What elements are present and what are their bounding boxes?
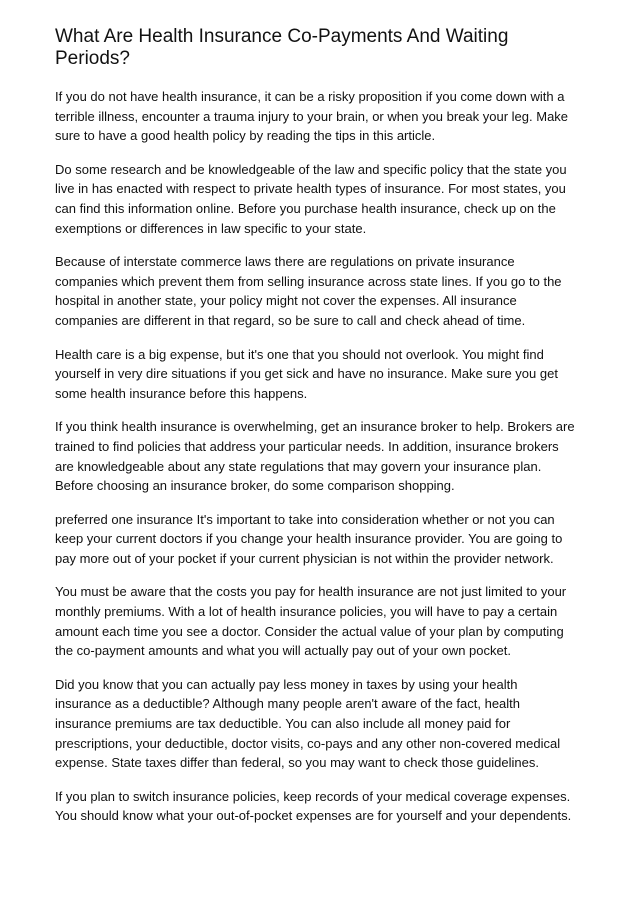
paragraph-4: Health care is a big expense, but it's one that you should not overlook. You might find yourself in very dire situations if you get sick and have no insurance. Make sure you get some health insurance before this happens.: [55, 346, 558, 401]
paragraph-6: preferred one insurance It's important to take into consideration whether or not you can keep your current doctors if you change your health insurance provider. You are going to pay more out of your pocket if your current physician is not within the provider network.: [55, 511, 563, 566]
paragraph-8: Did you know that you can actually pay less money in taxes by using your health insurance as a deductible? Although many people aren't aware of the fact, health insurance premiums are tax deductible. You can also include all money paid for prescriptions, your deductible, doctor visits, co-pays and any other non-covered medical expense. State taxes differ than federal, so you may want to check those guidelines.: [55, 676, 561, 771]
paragraph-9: If you plan to switch insurance policies, keep records of your medical coverage expenses. You should know what your out-of-pocket expenses are for yourself and your dependents.: [55, 788, 572, 824]
article-body: [55, 87, 575, 826]
paragraph-7: You must be aware that the costs you pay for health insurance are not just limited to your monthly premiums. With a lot of health insurance policies, you will have to pay a certain amount each time you see a doctor. Consider the actual value of your plan by computing the co-payment amounts and what you will actually pay out of your own pocket.: [55, 584, 567, 659]
paragraph-2: Do some research and be knowledgeable of the law and specific policy that the state you live in has enacted with respect to private health types of insurance. For most states, you can find this information online. Before you purchase health insurance, check up on the exemptions or differences in law specific to your state.: [55, 161, 567, 236]
document-page: [55, 26, 575, 840]
paragraph-5: If you think health insurance is overwhelming, get an insurance broker to help. Brokers are trained to find policies that address your particular needs. In addition, insurance brokers are knowledgeable about any state regulations that may govern your insurance plan. Before choosing an insurance broker, do some comparison shopping.: [55, 419, 575, 494]
paragraph-3: Because of interstate commerce laws there are regulations on private insurance companies which prevent them from selling insurance across state lines. If you go to the hospital in another state, your policy might not cover the expenses. All insurance companies are different in that regard, so be sure to call and check ahead of time.: [55, 254, 562, 328]
page-title: What Are Health Insurance Co-Payments And Waiting Periods?: [55, 26, 509, 69]
paragraph-1: If you do not have health insurance, it can be a risky proposition if you come down with a terrible illness, encounter a trauma injury to your brain, or when you break your leg. Make sure to have a good health policy by reading the tips in this article.: [55, 89, 569, 144]
